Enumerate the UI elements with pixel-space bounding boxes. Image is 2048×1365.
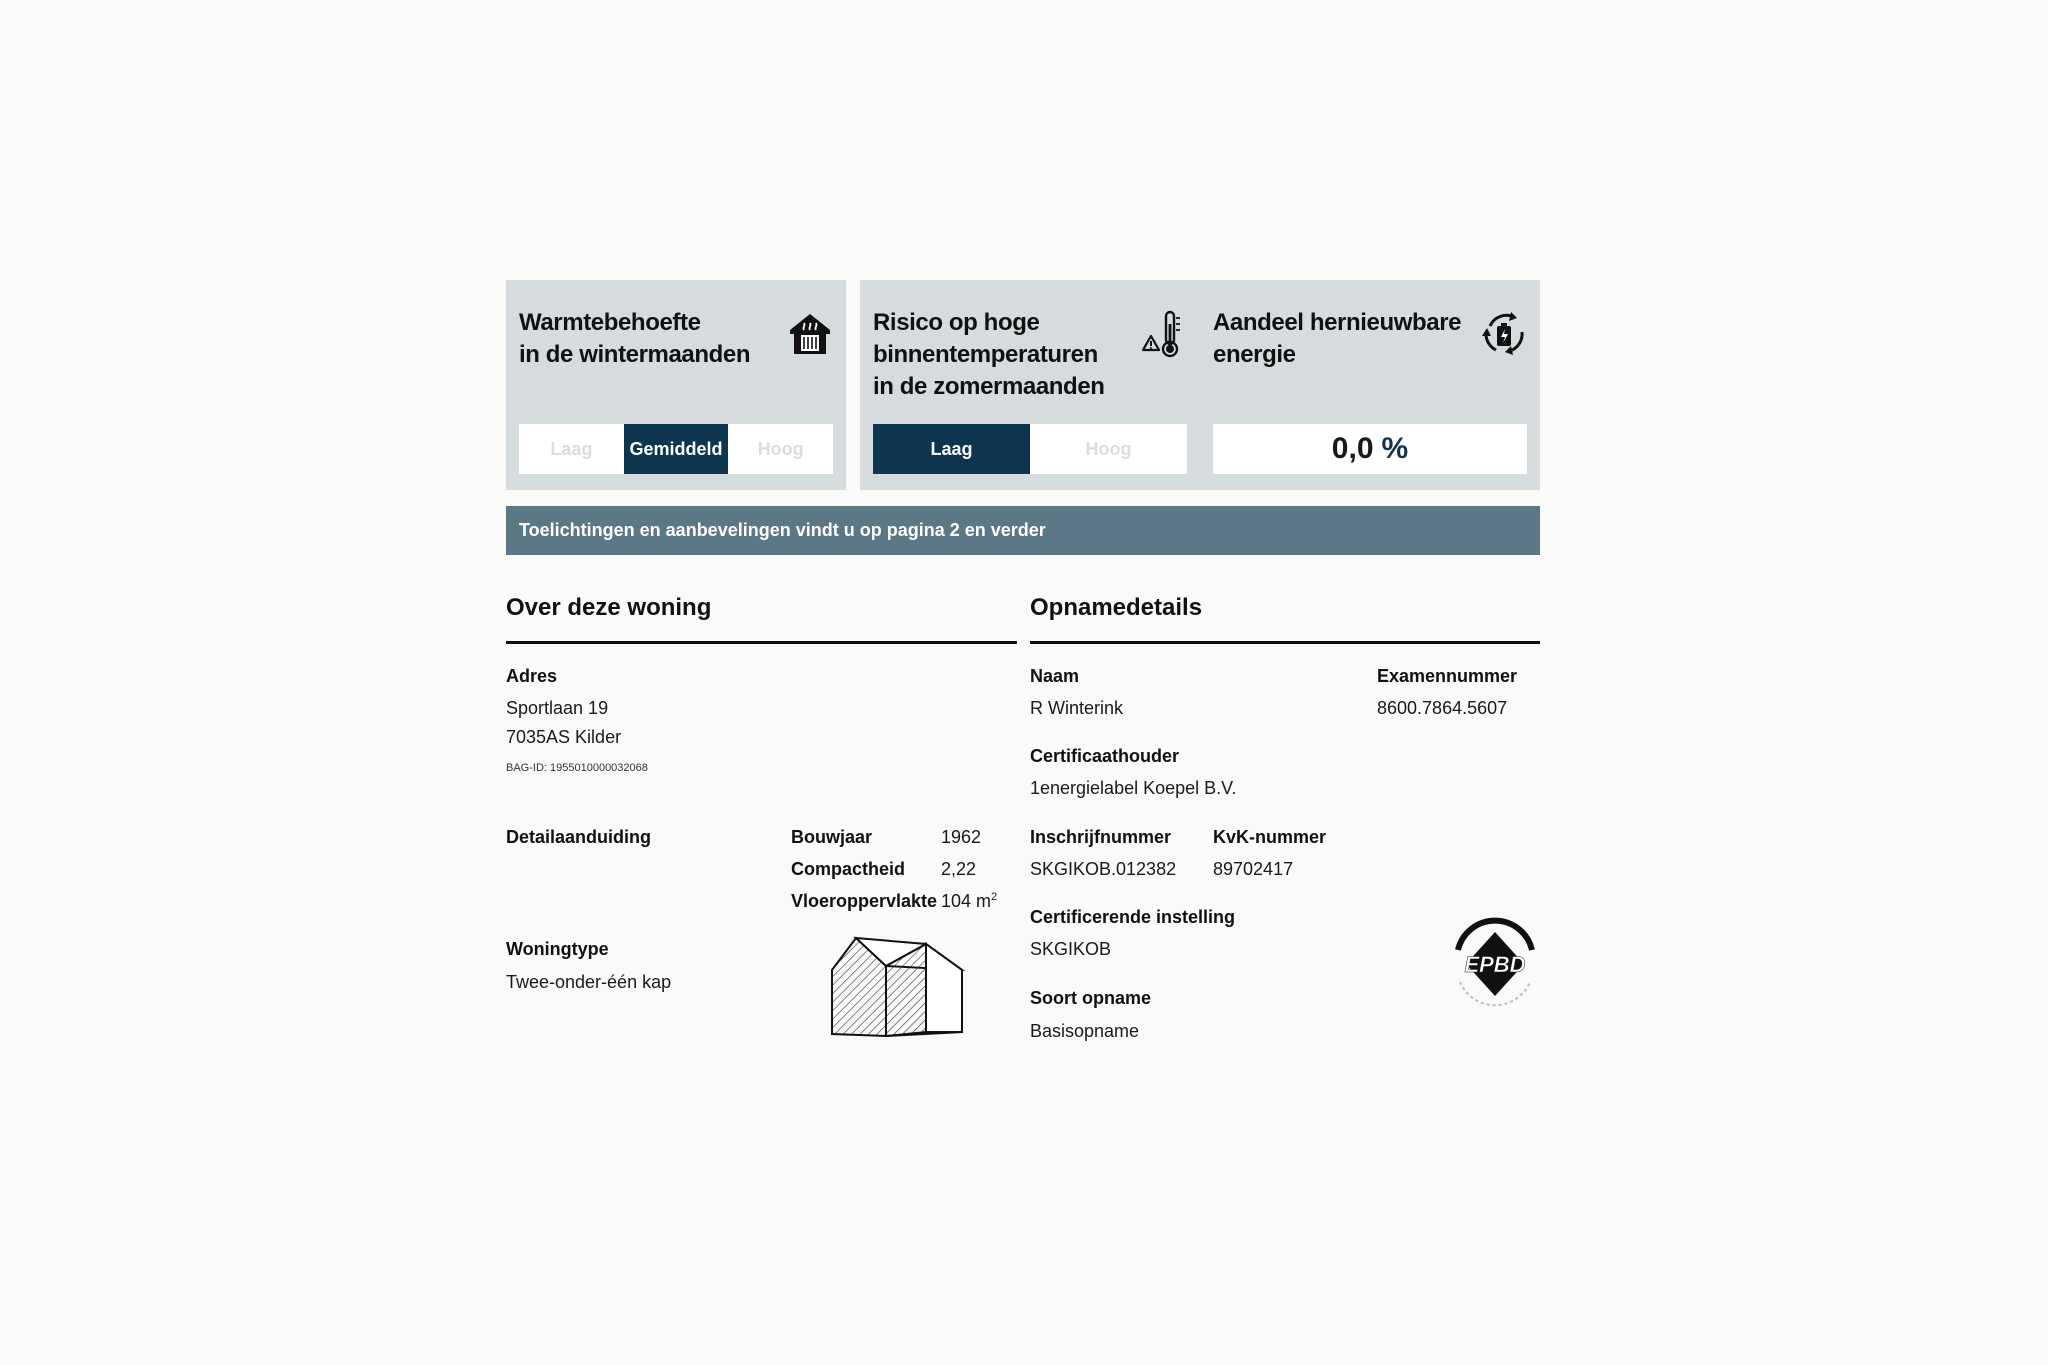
detail-label: Detailaanduiding <box>506 827 652 847</box>
certificaathouder-value: 1energielabel Koepel B.V. <box>1030 778 1237 798</box>
section-rule-opname <box>1030 641 1540 644</box>
soort-opname-label: Soort opname <box>1030 988 1152 1008</box>
section-title-woning: Over deze woning <box>506 594 712 621</box>
certificaathouder-label: Certificaathouder <box>1030 746 1180 766</box>
renewable-unit: % <box>1381 432 1409 465</box>
vloeroppervlakte-label: Vloeroppervlakte <box>791 891 938 911</box>
inschrijfnummer-value: SKGIKOB.012382 <box>1030 859 1177 879</box>
heat-scale-medium: Gemiddeld <box>624 424 729 474</box>
compactheid-label: Compactheid <box>791 859 906 879</box>
overheat-scale <box>873 424 1187 474</box>
examennummer-value: 8600.7864.5607 <box>1377 698 1508 718</box>
examennummer-label: Examennummer <box>1377 666 1518 686</box>
info-banner: Toelichtingen en aanbevelingen vindt u op pagina 2 en verder <box>506 506 1540 555</box>
renewable-value: 0,0 <box>1331 432 1374 465</box>
vloer-superscript: 2 <box>991 891 998 903</box>
vloer-number: 104 m <box>941 891 992 911</box>
card-overheat-title: Risico op hoge binnentemperaturen in de zomermaanden <box>873 309 1105 400</box>
section-title-opname: Opnamedetails <box>1030 594 1203 621</box>
card-overheating-risk <box>860 280 1200 490</box>
thermometer-warning-icon <box>1140 306 1188 360</box>
bouwjaar-value: 1962 <box>941 827 982 847</box>
card-renewable-title: Aandeel hernieuwbare energie <box>1213 309 1462 368</box>
woningtype-label: Woningtype <box>506 939 609 959</box>
soort-opname-value: Basisopname <box>1030 1021 1140 1041</box>
address-street: Sportlaan 19 <box>506 698 609 718</box>
renewable-percentage <box>1213 424 1527 474</box>
address-label: Adres <box>506 666 558 686</box>
bag-id: BAG-ID: 1955010000032068 <box>506 762 648 774</box>
renewable-energy-icon <box>1480 306 1528 360</box>
overheat-scale-high: Hoog <box>1085 438 1132 459</box>
bouwjaar-label: Bouwjaar <box>791 827 873 847</box>
card-heat-demand <box>506 280 846 490</box>
certificerende-instelling-label: Certificerende instelling <box>1030 907 1236 927</box>
epbd-logo-text: EPBD <box>1464 952 1526 977</box>
kvk-value: 89702417 <box>1213 859 1294 879</box>
card-renewable-share <box>1200 280 1540 490</box>
vloeroppervlakte-value <box>941 891 997 912</box>
overheat-scale-low: Laag <box>873 424 1030 474</box>
section-rule-woning <box>506 641 1017 644</box>
compactheid-value: 2,22 <box>941 859 977 879</box>
card-heat-title: Warmtebehoefte in de wintermaanden <box>519 309 751 368</box>
naam-label: Naam <box>1030 666 1080 686</box>
heat-scale-low: Laag <box>550 438 593 459</box>
heat-scale-high: Hoog <box>757 438 804 459</box>
semi-detached-house-icon <box>826 932 966 1040</box>
address-city: 7035AS Kilder <box>506 727 622 747</box>
inschrijfnummer-label: Inschrijfnummer <box>1030 827 1172 847</box>
woningtype-value: Twee-onder-één kap <box>506 972 672 992</box>
house-heating-icon <box>786 306 834 360</box>
naam-value: R Winterink <box>1030 698 1124 718</box>
certificerende-instelling-value: SKGIKOB <box>1030 939 1112 959</box>
epbd-logo <box>1448 910 1542 1018</box>
heat-scale <box>519 424 833 474</box>
kvk-label: KvK-nummer <box>1213 827 1327 847</box>
